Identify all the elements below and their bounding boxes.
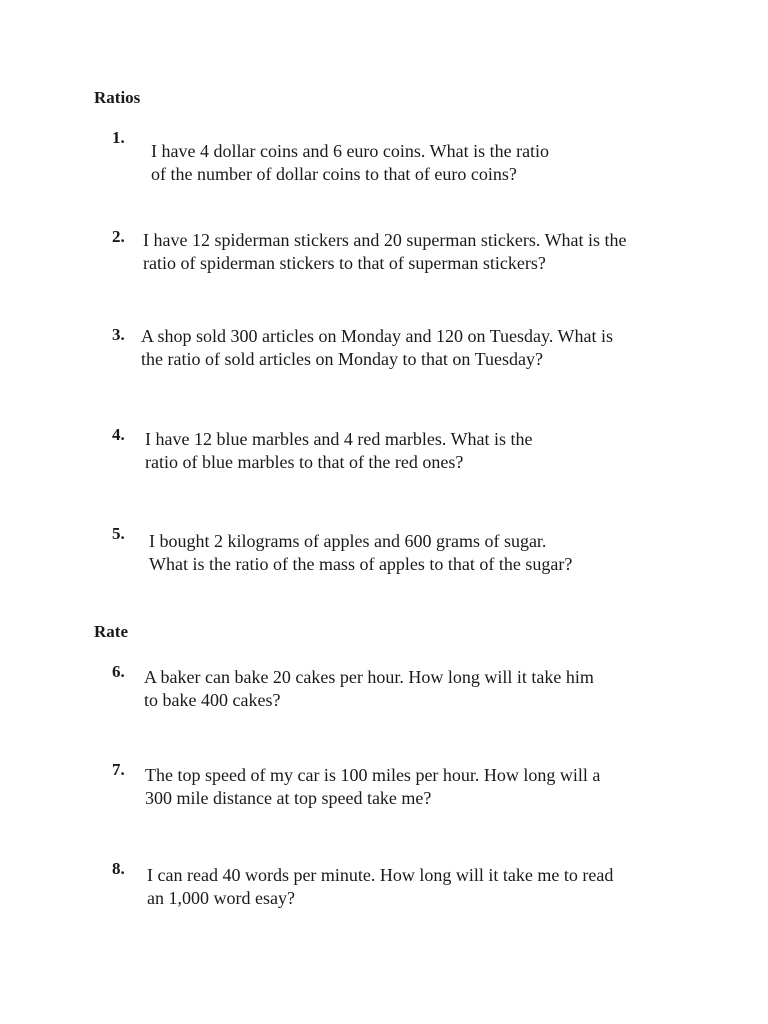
question-line: The top speed of my car is 100 miles per hour. How long will a: [145, 765, 601, 785]
question-number: 1.: [112, 128, 125, 147]
question-line: I can read 40 words per minute. How long will it take me to read: [147, 865, 614, 885]
question-number: 6.: [112, 662, 125, 681]
question-number: 2.: [112, 227, 125, 246]
question-line: I have 12 blue marbles and 4 red marbles. What is the: [145, 429, 533, 449]
section-title-ratios: Ratios: [94, 88, 141, 107]
question-line: to bake 400 cakes?: [144, 690, 281, 710]
question-line: ratio of blue marbles to that of the red ones?: [145, 452, 464, 472]
question-line: an 1,000 word esay?: [147, 888, 295, 908]
question-line: ratio of spiderman stickers to that of superman stickers?: [143, 253, 546, 273]
question-line: A shop sold 300 articles on Monday and 120 on Tuesday. What is: [141, 326, 613, 346]
question-line: A baker can bake 20 cakes per hour. How long will it take him: [144, 667, 594, 687]
question-line: What is the ratio of the mass of apples to that of the sugar?: [149, 554, 573, 574]
question-line: 300 mile distance at top speed take me?: [145, 788, 432, 808]
question-number: 4.: [112, 425, 125, 444]
question-text: [145, 428, 533, 474]
question-text: [149, 530, 572, 576]
question-text: [145, 764, 600, 810]
question-text: [147, 864, 613, 910]
question-number: 5.: [112, 524, 125, 543]
question-line: of the number of dollar coins to that of euro coins?: [151, 164, 517, 184]
question-line: the ratio of sold articles on Monday to that on Tuesday?: [141, 349, 543, 369]
question-number: 7.: [112, 760, 125, 779]
question-line: I have 4 dollar coins and 6 euro coins. What is the ratio: [151, 141, 550, 161]
question-text: [143, 229, 627, 275]
question-line: I have 12 spiderman stickers and 20 superman stickers. What is the: [143, 230, 627, 250]
question-text: [151, 140, 549, 186]
question-text: [144, 666, 594, 712]
question-number: 3.: [112, 325, 125, 344]
section-title-rate: Rate: [94, 622, 128, 641]
question-text: [141, 325, 613, 371]
question-line: I bought 2 kilograms of apples and 600 grams of sugar.: [149, 531, 547, 551]
question-number: 8.: [112, 859, 125, 878]
